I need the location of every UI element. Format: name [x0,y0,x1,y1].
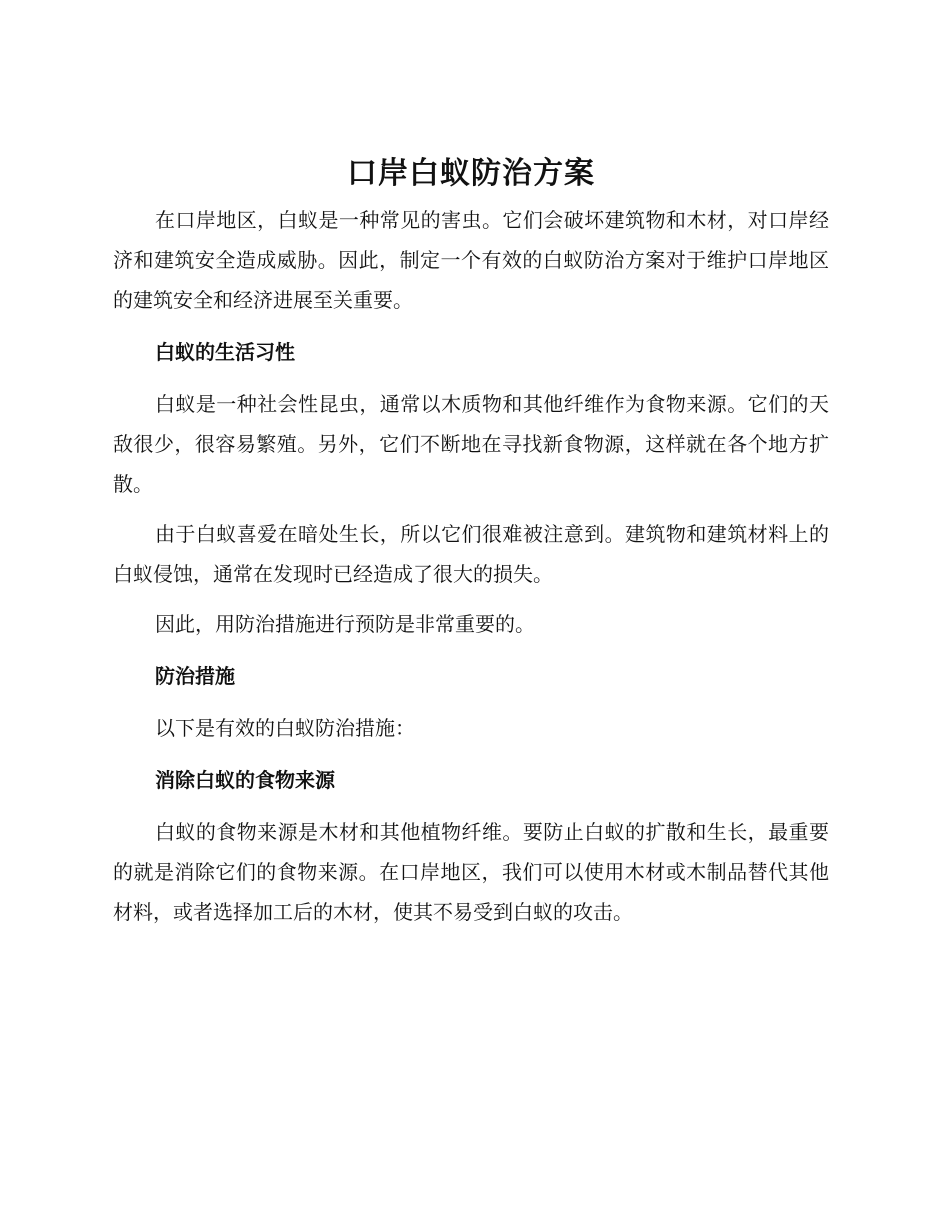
section-heading-measures: 防治措施 [155,664,235,688]
measures-paragraph-1: 以下是有效的白蚁防治措施： [155,716,415,740]
habits-paragraph-3: 因此，用防治措施进行预防是非常重要的。 [155,612,535,636]
habits-paragraph-1: 白蚁是一种社会性昆虫，通常以木质物和其他纤维作为食物来源。它们的天敌很少，很容易繁殖。另外，它们不断地在寻找新食物源，这样就在各个地方扩散。 [113,392,829,496]
section-heading-habits: 白蚁的生活习性 [155,340,295,364]
food-source-paragraph-1: 白蚁的食物来源是木材和其他植物纤维。要防止白蚁的扩散和生长，最重要的就是消除它们的食物来源。在口岸地区，我们可以使用木材或木制品替代其他材料，或者选择加工后的木材，使其不易受到白蚁的攻击。 [113,820,829,924]
section-heading-food-source: 消除白蚁的食物来源 [155,768,335,792]
intro-paragraph: 在口岸地区，白蚁是一种常见的害虫。它们会破坏建筑物和木材，对口岸经济和建筑安全造成威胁。因此，制定一个有效的白蚁防治方案对于维护口岸地区的建筑安全和经济进展至关重要。 [113,208,829,312]
document-body [113,152,829,942]
document-title: 口岸白蚁防治方案 [347,156,595,191]
habits-paragraph-2: 由于白蚁喜爱在暗处生长，所以它们很难被注意到。建筑物和建筑材料上的白蚁侵蚀，通常在发现时已经造成了很大的损失。 [113,522,829,586]
